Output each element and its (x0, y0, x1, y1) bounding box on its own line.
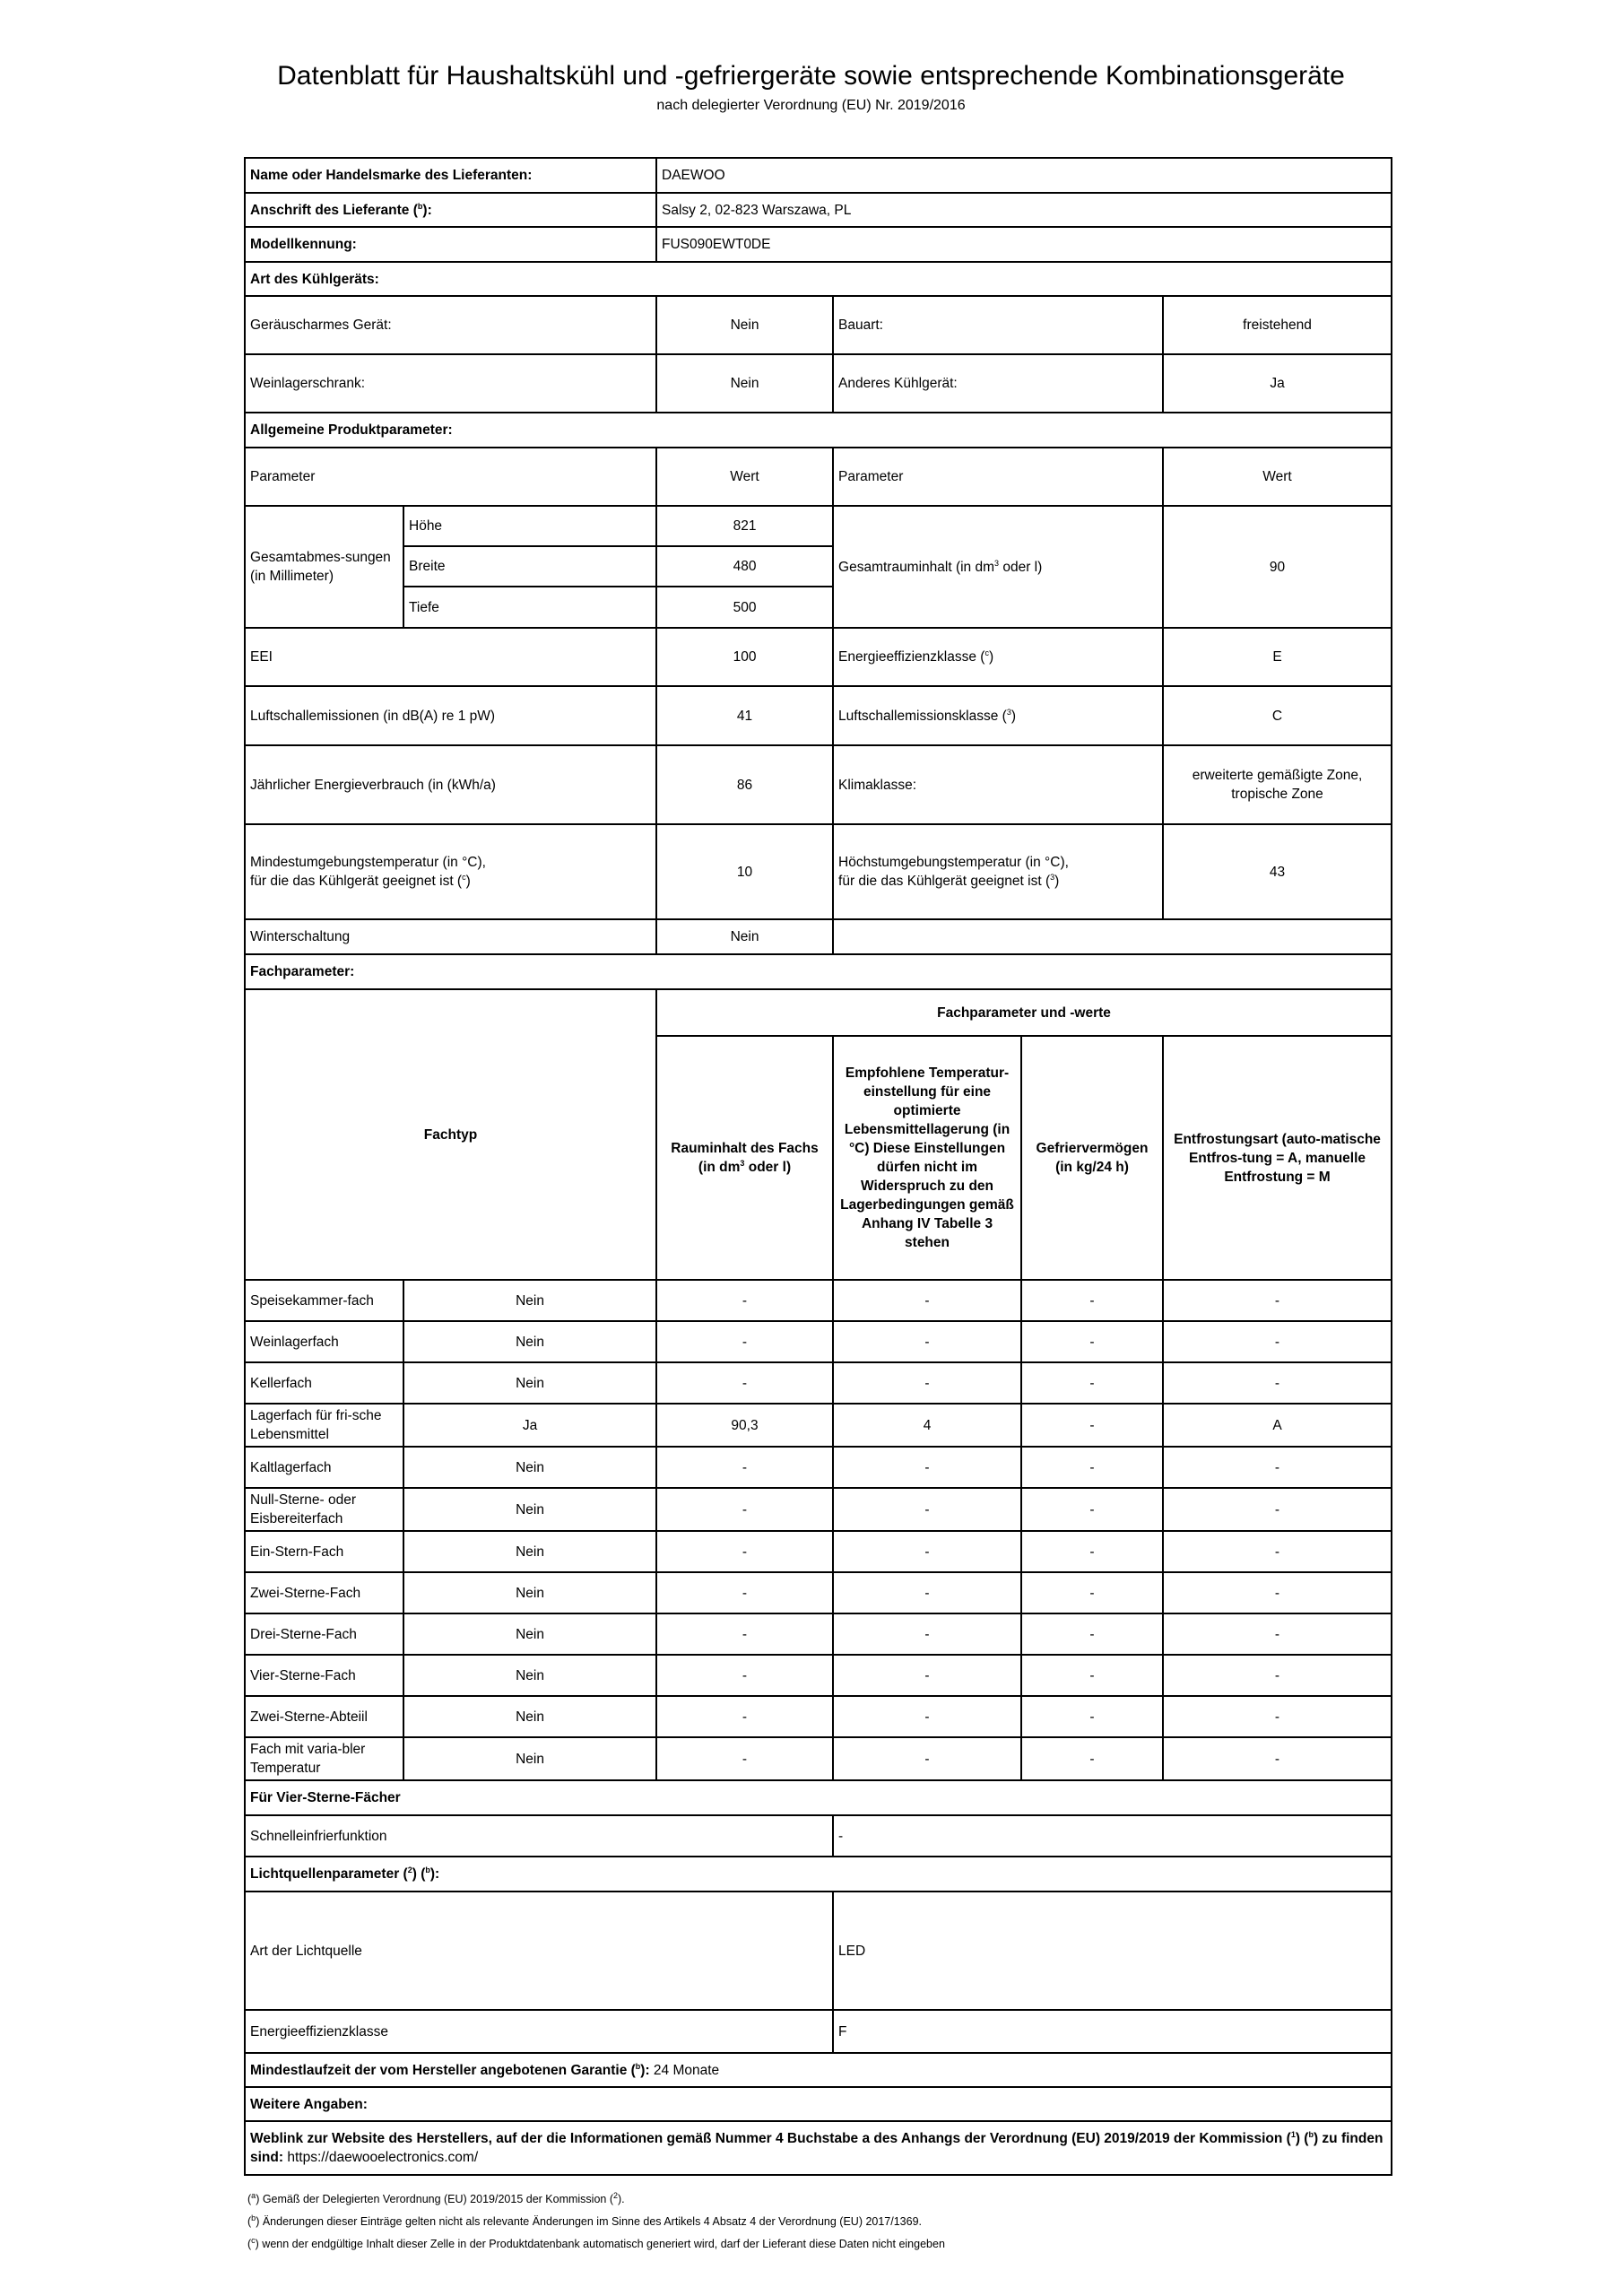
ambient-temp-row (245, 824, 1392, 919)
wine-row (245, 354, 1392, 413)
compartment-volume: - (656, 1737, 833, 1780)
compartment-row (245, 1280, 1392, 1321)
other-value: Ja (1163, 354, 1392, 413)
compartment-present: Nein (403, 1572, 656, 1613)
design-value: freistehend (1163, 296, 1392, 354)
light-type-label: Art der Lichtquelle (245, 1892, 833, 2010)
weblink-row (245, 2121, 1392, 2175)
param-header-left: Parameter (245, 448, 656, 506)
compartment-name: Zwei-Sterne-Fach (245, 1572, 403, 1613)
col-defrost-header: Entfrostungsart (auto-matische Entfros-tung = A, manuelle Entfrostung = M (1163, 1036, 1392, 1280)
height-value: 821 (656, 506, 833, 546)
other-label: Anderes Kühlgerät: (833, 354, 1163, 413)
noise-class-label: Luftschallemissionsklasse ($^3$) (833, 686, 1163, 745)
compartment-row (245, 1404, 1392, 1447)
light-class-value: F (833, 2010, 1392, 2053)
compartment-freeze: - (1021, 1447, 1163, 1488)
eei-row (245, 628, 1392, 686)
compartment-temp: - (833, 1488, 1021, 1531)
winter-label: Winterschaltung (245, 919, 656, 954)
compartment-volume: - (656, 1572, 833, 1613)
light-class-label: Energieeffizienzklasse (245, 2010, 833, 2053)
width-label: Breite (403, 546, 656, 587)
general-heading: Allgemeine Produktparameter: (245, 413, 1392, 448)
col-temp-header: Empfohlene Temperatur-einstellung für eine optimierte Lebensmittellagerung (in °C) Diese Einstellungen dürfen nicht im Widerspruch zu den Lagerbedingungen gemäß Anhang IV Tabelle 3 stehen (833, 1036, 1021, 1280)
winter-value: Nein (656, 919, 833, 954)
compartment-row (245, 1531, 1392, 1572)
light-type-row (245, 1892, 1392, 2010)
device-type-heading: Art des Kühlgeräts: (245, 262, 1392, 296)
footnote-c: ($^c$) wenn der endgültige Inhalt dieser Zelle in der Produktdatenbank automatisch generiert wird, darf der Lieferant diese Daten nicht eingeben (247, 2235, 945, 2250)
compartment-defrost: - (1163, 1613, 1392, 1655)
dims-label: Gesamtabmes-sungen (in Millimeter) (245, 506, 403, 628)
col-volume-header: Rauminhalt des Fachs (in $dm^3$ oder l) (656, 1036, 833, 1280)
page-title: Datenblatt für Haushaltskühl und -gefriergeräte sowie entsprechende Kombinationsgeräte (277, 61, 1345, 91)
light-heading-row (245, 1857, 1392, 1892)
noise-row (245, 686, 1392, 745)
wine-label: Weinlagerschrank: (245, 354, 656, 413)
eei-label: EEI (245, 628, 656, 686)
energy-class-value: E (1163, 628, 1392, 686)
compartment-defrost: - (1163, 1655, 1392, 1696)
compartment-defrost: - (1163, 1280, 1392, 1321)
compartments-heading: Fachparameter: (245, 954, 1392, 989)
four-star-heading: Für Vier-Sterne-Fächer (245, 1780, 1392, 1815)
compartment-row (245, 1655, 1392, 1696)
compartment-freeze: - (1021, 1488, 1163, 1531)
supplier-address-label: Anschrift des Lieferante ($^b$): (245, 193, 656, 227)
low-noise-value: Nein (656, 296, 833, 354)
further-heading: Weitere Angaben: (245, 2087, 1392, 2121)
min-temp-value: 10 (656, 824, 833, 919)
fast-freeze-label: Schnelleinfrierfunktion (245, 1815, 833, 1857)
compartment-present: Nein (403, 1531, 656, 1572)
noise-label: Luftschallemissionen (in dB(A) re 1 pW) (245, 686, 656, 745)
four-star-heading-row (245, 1780, 1392, 1815)
compartment-defrost: - (1163, 1321, 1392, 1362)
compartment-present: Nein (403, 1613, 656, 1655)
value-header-left: Wert (656, 448, 833, 506)
compartment-name: Zwei-Sterne-Abteiil (245, 1696, 403, 1737)
annual-label: Jährlicher Energieverbrauch (in (kWh/a) (245, 745, 656, 824)
device-type-heading-row (245, 262, 1392, 296)
supplier-address-row (245, 193, 1392, 227)
compartment-temp: - (833, 1362, 1021, 1404)
compartment-temp: - (833, 1321, 1021, 1362)
fachtyp-header: Fachtyp (245, 989, 656, 1280)
compartment-defrost: - (1163, 1572, 1392, 1613)
compartment-name: Lagerfach für fri-sche Lebensmittel (245, 1404, 403, 1447)
climate-value: erweiterte gemäßigte Zone, tropische Zone (1163, 745, 1392, 824)
compartment-name: Vier-Sterne-Fach (245, 1655, 403, 1696)
supplier-name-value: DAEWOO (656, 158, 1392, 193)
compartment-freeze: - (1021, 1321, 1163, 1362)
compartment-name: Kaltlagerfach (245, 1447, 403, 1488)
compartment-row (245, 1362, 1392, 1404)
compartment-rows (245, 1280, 1392, 1780)
compartment-row (245, 1613, 1392, 1655)
compartment-volume: - (656, 1362, 833, 1404)
light-heading: Lichtquellenparameter ($^2$) ($^b$): (245, 1857, 1392, 1892)
compartment-volume: - (656, 1447, 833, 1488)
annual-row (245, 745, 1392, 824)
compartment-name: Null-Sterne- oder Eisbereiterfach (245, 1488, 403, 1531)
compartment-freeze: - (1021, 1404, 1163, 1447)
compartment-temp: - (833, 1531, 1021, 1572)
compartment-freeze: - (1021, 1613, 1163, 1655)
compartment-row (245, 1572, 1392, 1613)
weblink-url[interactable]: https://daewooelectronics.com/ (283, 2150, 479, 2165)
model-label: Modellkennung: (245, 227, 656, 262)
compartment-volume: - (656, 1531, 833, 1572)
compartment-volume: - (656, 1488, 833, 1531)
compartment-freeze: - (1021, 1572, 1163, 1613)
compartment-volume: 90,3 (656, 1404, 833, 1447)
compartment-temp: - (833, 1280, 1021, 1321)
compartment-freeze: - (1021, 1696, 1163, 1737)
compartment-name: Fach mit varia-bler Temperatur (245, 1737, 403, 1780)
datasheet-table (244, 157, 1392, 2176)
compartment-name: Kellerfach (245, 1362, 403, 1404)
annual-value: 86 (656, 745, 833, 824)
compartment-defrost: - (1163, 1531, 1392, 1572)
compartment-volume: - (656, 1655, 833, 1696)
compartment-temp: - (833, 1613, 1021, 1655)
compartment-name: Ein-Stern-Fach (245, 1531, 403, 1572)
noise-class-value: C (1163, 686, 1392, 745)
wine-value: Nein (656, 354, 833, 413)
compartments-header-row-1 (245, 989, 1392, 1036)
climate-label: Klimaklasse: (833, 745, 1163, 824)
compartment-volume: - (656, 1613, 833, 1655)
warranty-cell: Mindestlaufzeit der vom Hersteller angebotenen Garantie ($^b$): 24 Monate (245, 2053, 1392, 2087)
depth-value: 500 (656, 587, 833, 628)
weblink-cell: Weblink zur Website des Herstellers, auf der die Informationen gemäß Nummer 4 Buchstabe a des Anhangs der Verordnung (EU) 2019/2019 der Kommission ($^1$) ($^b$) zu finden sind: https://daewooelectronics.com/ (245, 2121, 1392, 2175)
compartment-defrost: A (1163, 1404, 1392, 1447)
compartment-row (245, 1737, 1392, 1780)
winter-empty-cell (833, 919, 1392, 954)
winter-row (245, 919, 1392, 954)
fast-freeze-row (245, 1815, 1392, 1857)
compartment-present: Nein (403, 1362, 656, 1404)
width-value: 480 (656, 546, 833, 587)
model-row (245, 227, 1392, 262)
compartment-temp: - (833, 1447, 1021, 1488)
depth-label: Tiefe (403, 587, 656, 628)
supplier-address-value: Salsy 2, 02-823 Warszawa, PL (656, 193, 1392, 227)
max-temp-label: Höchstumgebungstemperatur (in °C), für die das Kühlgerät geeignet ist ($^3$) (833, 824, 1163, 919)
col-freeze-header: Gefriervermögen (in kg/24 h) (1021, 1036, 1163, 1280)
further-heading-row (245, 2087, 1392, 2121)
compartment-freeze: - (1021, 1531, 1163, 1572)
footnote-b: ($^b$) Änderungen dieser Einträge gelten nicht als relevante Änderungen im Sinne des Artikels 4 Absatz 4 der Verordnung (EU) 2017/1369. (247, 2213, 923, 2228)
design-label: Bauart: (833, 296, 1163, 354)
compartment-volume: - (656, 1280, 833, 1321)
compartment-temp: 4 (833, 1404, 1021, 1447)
compartment-defrost: - (1163, 1362, 1392, 1404)
max-temp-value: 43 (1163, 824, 1392, 919)
compartment-freeze: - (1021, 1655, 1163, 1696)
compartment-defrost: - (1163, 1737, 1392, 1780)
value-header-right: Wert (1163, 448, 1392, 506)
general-heading-row (245, 413, 1392, 448)
compartment-temp: - (833, 1696, 1021, 1737)
compartment-present: Nein (403, 1321, 656, 1362)
compartment-present: Nein (403, 1488, 656, 1531)
compartment-present: Nein (403, 1696, 656, 1737)
height-row (245, 506, 1392, 546)
general-header-row (245, 448, 1392, 506)
volume-label: Gesamtrauminhalt (in $dm^3$ oder l) (833, 506, 1163, 628)
compartment-present: Nein (403, 1737, 656, 1780)
supplier-name-row (245, 158, 1392, 193)
compartment-freeze: - (1021, 1737, 1163, 1780)
compartment-volume: - (656, 1321, 833, 1362)
compartment-row (245, 1696, 1392, 1737)
page-subtitle: nach delegierter Verordnung (EU) Nr. 2019/2016 (656, 98, 966, 113)
eei-value: 100 (656, 628, 833, 686)
compartment-row (245, 1447, 1392, 1488)
compartment-row (245, 1321, 1392, 1362)
compartment-freeze: - (1021, 1362, 1163, 1404)
supplier-name-label: Name oder Handelsmarke des Lieferanten: (245, 158, 656, 193)
compartment-present: Nein (403, 1447, 656, 1488)
compartment-temp: - (833, 1572, 1021, 1613)
compartment-defrost: - (1163, 1488, 1392, 1531)
compartment-present: Nein (403, 1655, 656, 1696)
low-noise-row (245, 296, 1392, 354)
footnote-a: ($^a$) Gemäß der Delegierten Verordnung (EU) 2019/2015 der Kommission ($^2$). (247, 2190, 625, 2205)
low-noise-label: Geräuscharmes Gerät: (245, 296, 656, 354)
compartment-name: Drei-Sterne-Fach (245, 1613, 403, 1655)
light-type-value: LED (833, 1892, 1392, 2010)
volume-value: 90 (1163, 506, 1392, 628)
compartment-name: Speisekammer-fach (245, 1280, 403, 1321)
compartment-present: Ja (403, 1404, 656, 1447)
compartment-present: Nein (403, 1280, 656, 1321)
warranty-row (245, 2053, 1392, 2087)
compartment-volume: - (656, 1696, 833, 1737)
compartment-temp: - (833, 1655, 1021, 1696)
compartment-defrost: - (1163, 1696, 1392, 1737)
min-temp-label: Mindestumgebungstemperatur (in °C), für die das Kühlgerät geeignet ist ($^c$) (245, 824, 656, 919)
energy-class-label: Energieeffizienzklasse ($^c$) (833, 628, 1163, 686)
height-label: Höhe (403, 506, 656, 546)
compartment-row (245, 1488, 1392, 1531)
model-value: FUS090EWT0DE (656, 227, 1392, 262)
values-header: Fachparameter und -werte (656, 989, 1392, 1036)
compartment-temp: - (833, 1737, 1021, 1780)
compartment-freeze: - (1021, 1280, 1163, 1321)
compartment-name: Weinlagerfach (245, 1321, 403, 1362)
compartment-defrost: - (1163, 1447, 1392, 1488)
compartments-heading-row (245, 954, 1392, 989)
light-class-row (245, 2010, 1392, 2053)
noise-value: 41 (656, 686, 833, 745)
fast-freeze-value: - (833, 1815, 1392, 1857)
param-header-right: Parameter (833, 448, 1163, 506)
